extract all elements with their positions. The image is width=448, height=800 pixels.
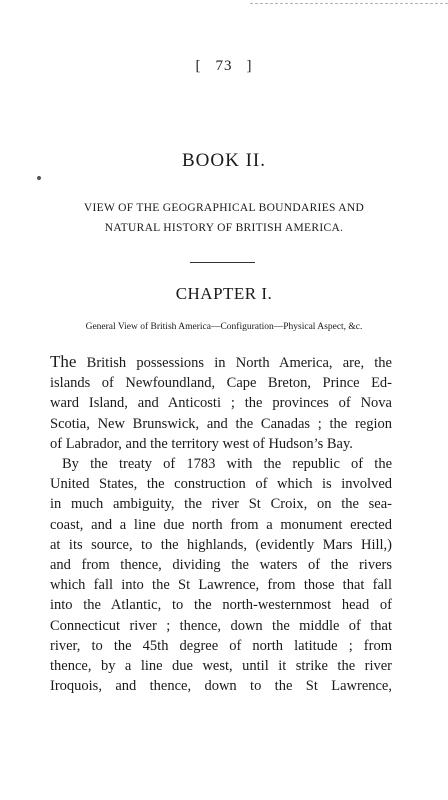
- drop-word: The: [50, 352, 77, 371]
- book-title: BOOK II.: [182, 150, 266, 171]
- text-line: river, to the 45th degree of north latitude ; from: [50, 637, 392, 654]
- text-line: United States, the construction of which is involved: [50, 476, 392, 493]
- text-line: coast, and a line due north from a monument erected: [50, 516, 392, 533]
- text-line: Scotia, New Brunswick, and the Canadas ; the region: [50, 415, 392, 432]
- text-line: By the treaty of 1783 with the republic of the: [62, 456, 392, 473]
- section-divider: [190, 262, 255, 263]
- text-line: Connecticut river ; thence, down the middle of that: [50, 617, 392, 634]
- chapter-title: CHAPTER I.: [175, 284, 273, 303]
- ink-speck: [36, 175, 41, 180]
- body-text: [50, 352, 392, 696]
- text-line: ward Island, and Anticosti ; the provinces of Nova: [50, 395, 392, 412]
- text-line: and from thence, dividing the waters of the rivers: [50, 557, 392, 574]
- text-line: of Labrador, and the territory west of Hudson’s Bay.: [50, 435, 353, 452]
- book-subtitle: [30, 198, 418, 238]
- text-line: into the Atlantic, to the north-westernmost head of: [50, 597, 392, 614]
- text-line: in much ambiguity, the river St Croix, on the sea-: [50, 496, 392, 513]
- text-line: Iroquois, and thence, down to the St Lawrence,: [50, 678, 392, 695]
- top-scan-rule: [250, 3, 448, 4]
- text-line: which fall into the St Lawrence, from those that fall: [50, 577, 392, 594]
- text-line: thence, by a line due west, until it strike the river: [50, 658, 392, 675]
- book-subtitle-line: VIEW OF THE GEOGRAPHICAL BOUNDARIES AND: [83, 202, 365, 214]
- text-line: at its source, to the highlands, (evidently Mars Hill,): [50, 536, 392, 553]
- text-line: islands of Newfoundland, Cape Breton, Prince Ed-: [50, 375, 392, 392]
- text-line: The British possessions in North America, are, the: [50, 352, 392, 371]
- chapter-summary: General View of British America—Configuration—Physical Aspect, &c.: [85, 322, 363, 332]
- book-subtitle-line: NATURAL HISTORY OF BRITISH AMERICA.: [104, 222, 344, 234]
- page-number-value: 73: [215, 58, 233, 74]
- page-number: [ 73 ]: [195, 58, 253, 74]
